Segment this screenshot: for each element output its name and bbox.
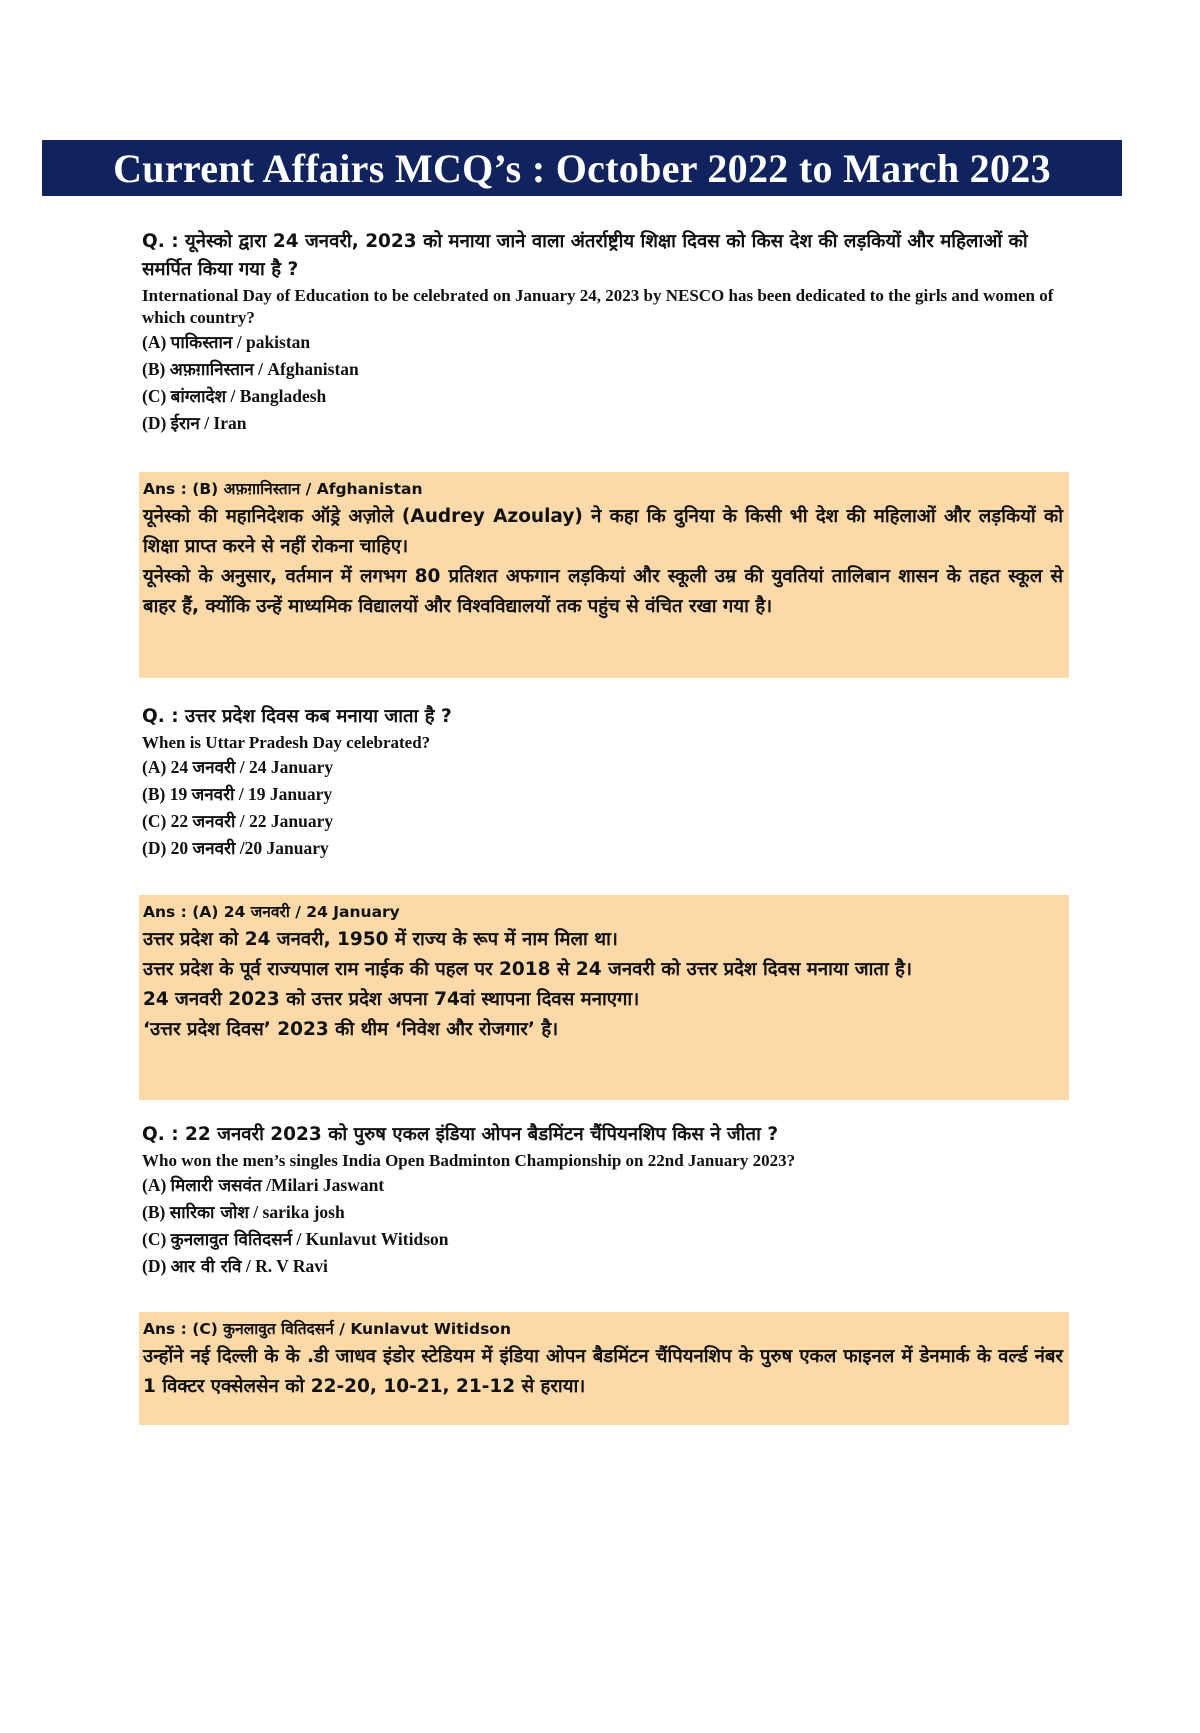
- question-2: [142, 703, 1072, 862]
- option-1d: (D) ईरान / Iran: [142, 413, 247, 434]
- question-3: [142, 1121, 1072, 1280]
- question-2-hindi: Q. : उत्तर प्रदेश दिवस कब मनाया जाता है ?: [142, 706, 452, 727]
- answer-3-box: [139, 1312, 1069, 1425]
- option-2a: (A) 24 जनवरी / 24 January: [142, 757, 334, 778]
- answer-1-heading: Ans : (B) अफ़ग़ानिस्तान / Afghanistan: [143, 480, 423, 498]
- question-2-english: When is Uttar Pradesh Day celebrated?: [142, 733, 431, 752]
- page-title: Current Affairs MCQ’s : October 2022 to March 2023: [113, 145, 1051, 191]
- option-1a: (A) पाकिस्तान / pakistan: [142, 332, 311, 353]
- page-header: [42, 140, 1122, 196]
- option-2b: (B) 19 जनवरी / 19 January: [142, 784, 333, 805]
- answer-3-heading: Ans : (C) कुनलावुत वितिदसर्न / Kunlavut Witidson: [143, 1320, 511, 1338]
- option-3a: (A) मिलारी जसवंत /Milari Jaswant: [142, 1175, 385, 1196]
- option-2c: (C) 22 जनवरी / 22 January: [142, 811, 334, 832]
- answer-3-line-1: उन्होंने नई दिल्ली के के .डी जाधव इंडोर स्टेडियम में इंडिया ओपन बैडमिंटन चैंपियनशिप के पुरुष एकल फाइनल में डेनमार्क के वर्ल्ड नंबर 1 विक्टर एक्सेलसेन को 22-20, 10-21, 21-12 से हराया।: [143, 1346, 1063, 1397]
- option-3c: (C) कुनलावुत वितिदसर्न / Kunlavut Witidson: [142, 1229, 449, 1250]
- answer-1-line-1: यूनेस्को की महानिदेशक ऑड्रे अज़ोले (Audrey Azoulay) ने कहा कि दुनिया के किसी भी देश की महिलाओं और लड़कियों को शिक्षा प्राप्त करने से नहीं रोकना चाहिए।: [143, 506, 1063, 557]
- question-3-hindi: Q. : 22 जनवरी 2023 को पुरुष एकल इंडिया ओपन बैडमिंटन चैंपियनशिप किस ने जीता ?: [142, 1124, 779, 1145]
- answer-1-line-2: यूनेस्को के अनुसार, वर्तमान में लगभग 80 प्रतिशत अफगान लड़कियां और स्कूली उम्र की युवतियां तालिबान शासन के तहत स्कूल से बाहर हैं, क्योंकि उन्हें माध्यमिक विद्यालयों और विश्वविद्यालयों तक पहुंच से वंचित रखा गया है।: [143, 566, 1063, 617]
- question-1-english: International Day of Education to be celebrated on January 24, 2023 by NESCO has been dedicated to the girls and women of which country?: [142, 286, 1054, 327]
- option-3d: (D) आर वी रवि / R. V Ravi: [142, 1256, 328, 1277]
- question-3-english: Who won the men’s singles India Open Badminton Championship on 22nd January 2023?: [142, 1151, 796, 1170]
- option-1c: (C) बांग्लादेश / Bangladesh: [142, 386, 327, 407]
- answer-1-box: [139, 472, 1069, 678]
- option-3b: (B) सारिका जोश / sarika josh: [142, 1202, 345, 1223]
- answer-2-line-4: ‘उत्तर प्रदेश दिवस’ 2023 की थीम ‘निवेश और रोजगार’ है।: [143, 1019, 559, 1040]
- option-1b: (B) अफ़ग़ानिस्तान / Afghanistan: [142, 359, 359, 380]
- answer-2-heading: Ans : (A) 24 जनवरी / 24 January: [143, 903, 400, 921]
- answer-2-line-1: उत्तर प्रदेश को 24 जनवरी, 1950 में राज्य के रूप में नाम मिला था।: [143, 929, 618, 950]
- question-1: [142, 228, 1072, 437]
- question-1-hindi: Q. : यूनेस्को द्वारा 24 जनवरी, 2023 को मनाया जाने वाला अंतर्राष्ट्रीय शिक्षा दिवस को किस देश की लड़कियों और महिलाओं को समर्पित किया गया है ?: [142, 231, 1028, 280]
- option-2d: (D) 20 जनवरी /20 January: [142, 838, 329, 859]
- answer-2-line-2: उत्तर प्रदेश के पूर्व राज्यपाल राम नाईक की पहल पर 2018 से 24 जनवरी को उत्तर प्रदेश दिवस मनाया जाता है।: [143, 959, 913, 980]
- answer-2-line-3: 24 जनवरी 2023 को उत्तर प्रदेश अपना 74वां स्थापना दिवस मनाएगा।: [143, 989, 640, 1010]
- answer-2-box: [139, 895, 1069, 1100]
